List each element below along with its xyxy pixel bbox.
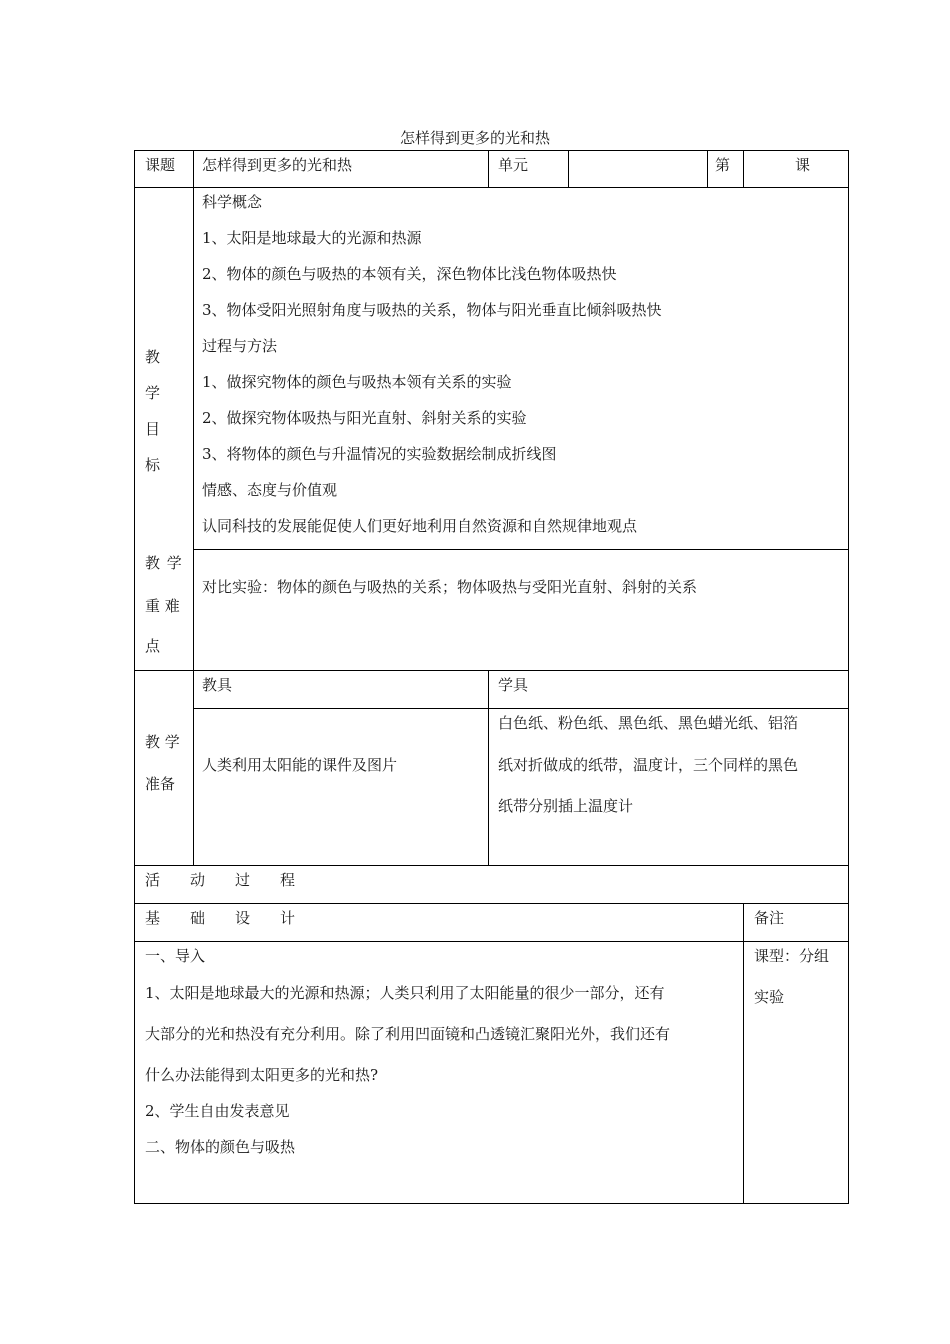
goal-line: 3、将物体的颜色与升温情况的实验数据绘制成折线图 [202, 445, 557, 463]
process-line: 二、物体的颜色与吸热 [145, 1138, 296, 1156]
student-tools-line: 白色纸、粉色纸、黑色纸、黑色蜡光纸、铝箔 [498, 714, 799, 732]
prep-label-line: 教 学 [145, 733, 180, 751]
note-header: 备注 [754, 909, 785, 927]
goal-line: 2、物体的颜色与吸热的本领有关，深色物体比浅色物体吸热快 [202, 265, 617, 283]
lesson-label: 课 [795, 156, 811, 174]
process-line: 1、太阳是地球最大的光源和热源；人类只利用了太阳能量的很少一部分，还有 [145, 984, 665, 1002]
document-title: 怎样得到更多的光和热 [399, 129, 550, 147]
prep-label-line: 准备 [145, 775, 176, 793]
keypoints-label-line: 教 学 [145, 554, 182, 572]
keypoints-label-line: 重 难 [145, 597, 180, 615]
teacher-tools-label: 教具 [202, 676, 233, 694]
keypoints-label-line: 点 [145, 637, 161, 655]
goals-label-char: 标 [145, 456, 161, 474]
goal-line: 情感、态度与价值观 [202, 481, 338, 499]
process-line: 什么办法能得到太阳更多的光和热? [145, 1066, 379, 1084]
teacher-tools-text: 人类利用太阳能的课件及图片 [202, 756, 398, 774]
student-tools-line: 纸带分别插上温度计 [498, 797, 634, 815]
unit-label: 单元 [498, 156, 529, 174]
student-tools-label: 学具 [498, 676, 529, 694]
student-tools-line: 纸对折做成的纸带，温度计，三个同样的黑色 [498, 756, 799, 774]
goals-label-char: 教 [145, 348, 161, 366]
goal-line: 2、做探究物体吸热与阳光直射、斜射关系的实验 [202, 409, 527, 427]
keypoints-text: 对比实验：物体的颜色与吸热的关系；物体吸热与受阳光直射、斜射的关系 [202, 578, 698, 596]
note-line: 课型：分组 [754, 947, 830, 965]
lesson-number-label: 第 [715, 156, 731, 174]
design-header: 基 础 设 计 [145, 909, 296, 927]
process-line: 大部分的光和热没有充分利用。除了利用凹面镜和凸透镜汇聚阳光外，我们还有 [145, 1025, 671, 1043]
note-line: 实验 [754, 988, 785, 1006]
goal-line: 1、做探究物体的颜色与吸热本领有关系的实验 [202, 373, 512, 391]
topic-value: 怎样得到更多的光和热 [202, 156, 353, 174]
goal-line: 科学概念 [202, 193, 263, 211]
topic-label: 课题 [145, 156, 176, 174]
goals-label-char: 目 [145, 420, 161, 438]
goals-label-char: 学 [145, 384, 161, 402]
goal-line: 3、物体受阳光照射角度与吸热的关系，物体与阳光垂直比倾斜吸热快 [202, 301, 662, 319]
process-line: 一、导入 [145, 947, 206, 965]
process-header: 活 动 过 程 [145, 871, 296, 889]
goal-line: 1、太阳是地球最大的光源和热源 [202, 229, 422, 247]
goal-line: 认同科技的发展能促使人们更好地利用自然资源和自然规律地观点 [202, 517, 638, 535]
process-line: 2、学生自由发表意见 [145, 1102, 290, 1120]
goal-line: 过程与方法 [202, 337, 278, 355]
